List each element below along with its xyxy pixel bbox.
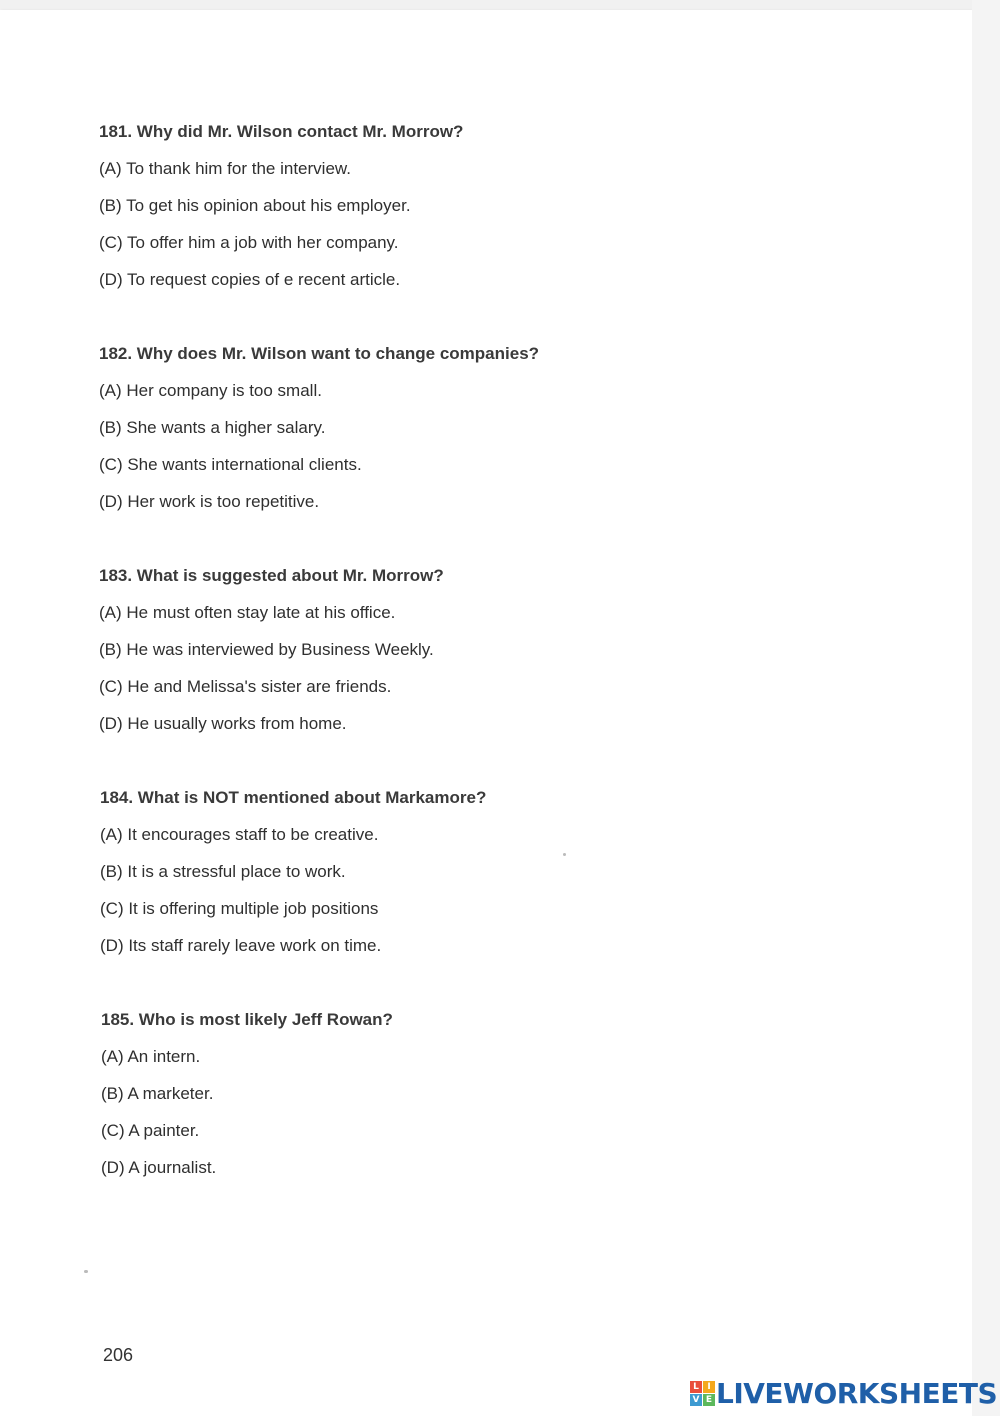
question-title: 183. What is suggested about Mr. Morrow? xyxy=(99,566,444,585)
brand-name: LIVEWORKSHEETS xyxy=(716,1376,998,1410)
scan-speck xyxy=(563,853,566,856)
option-d: (D) Her work is too repetitive. xyxy=(99,492,320,511)
option-d: (D) A journalist. xyxy=(101,1158,217,1177)
page-number: 206 xyxy=(103,1345,134,1365)
question-181 xyxy=(99,122,879,290)
option-d: (D) Its staff rarely leave work on time. xyxy=(100,936,382,955)
option-a: (A) To thank him for the interview. xyxy=(99,159,351,178)
option-b: (B) It is a stressful place to work. xyxy=(100,862,346,881)
scan-speck xyxy=(84,1270,88,1273)
option-a: (A) He must often stay late at his office. xyxy=(99,603,396,622)
option-a: (A) An intern. xyxy=(101,1047,201,1066)
question-182 xyxy=(99,344,879,512)
question-183 xyxy=(99,566,879,734)
option-a: (A) Her company is too small. xyxy=(99,381,322,400)
option-d: (D) To request copies of e recent article. xyxy=(99,270,401,289)
option-a: (A) It encourages staff to be creative. xyxy=(100,825,379,844)
logo-tile: I xyxy=(703,1381,715,1393)
page-edge xyxy=(972,0,1000,1416)
option-d: (D) He usually works from home. xyxy=(99,714,347,733)
option-b: (B) He was interviewed by Business Weekly. xyxy=(99,640,434,659)
question-title: 185. Who is most likely Jeff Rowan? xyxy=(101,1010,393,1029)
question-185 xyxy=(101,1010,881,1178)
logo-tile: V xyxy=(690,1394,702,1406)
liveworksheets-logo-icon xyxy=(690,1381,714,1405)
option-b: (B) She wants a higher salary. xyxy=(99,418,326,437)
option-c: (C) It is offering multiple job positions xyxy=(100,899,379,918)
liveworksheets-brand[interactable] xyxy=(690,1376,997,1410)
option-c: (C) She wants international clients. xyxy=(99,455,362,474)
question-title: 181. Why did Mr. Wilson contact Mr. Morrow? xyxy=(99,122,464,141)
option-b: (B) A marketer. xyxy=(101,1084,214,1103)
option-b: (B) To get his opinion about his employer. xyxy=(99,196,411,215)
logo-tile: L xyxy=(690,1381,702,1393)
option-c: (C) A painter. xyxy=(101,1121,200,1140)
question-184 xyxy=(100,788,880,956)
option-c: (C) He and Melissa's sister are friends. xyxy=(99,677,392,696)
question-title: 184. What is NOT mentioned about Markamore? xyxy=(100,788,487,807)
logo-tile: E xyxy=(703,1394,715,1406)
option-c: (C) To offer him a job with her company. xyxy=(99,233,399,252)
question-title: 182. Why does Mr. Wilson want to change companies? xyxy=(99,344,540,363)
